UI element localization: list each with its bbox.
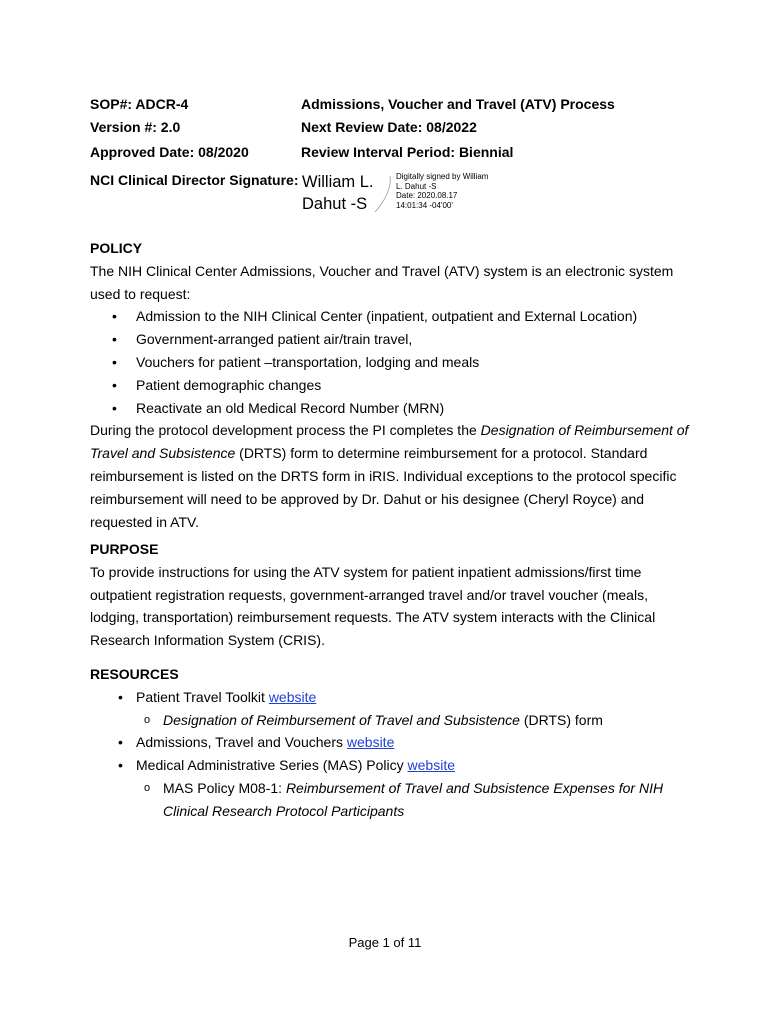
- purpose-heading: PURPOSE: [90, 541, 159, 557]
- signature-details: Digitally signed by William L. Dahut -S Date: 2020.08.17 14:01:34 -04'00': [396, 172, 489, 210]
- mas-policy-italic: Reimbursement of Travel and Subsistence Expenses for NIH Clinical Research Protocol Participants: [163, 779, 664, 819]
- list-item: [90, 754, 690, 777]
- version-number: Version #: 2.0: [90, 119, 181, 135]
- toolkit-website-link[interactable]: website: [268, 688, 317, 705]
- list-item: • Admission to the NIH Clinical Center (inpatient, outpatient and External Location): [90, 305, 690, 328]
- resources-section: [90, 663, 690, 823]
- atv-website-link[interactable]: website: [346, 734, 395, 751]
- list-item: • Patient demographic changes: [90, 374, 690, 397]
- signature-label: NCI Clinical Director Signature:: [90, 172, 299, 188]
- list-item: • Government-arranged patient air/train travel,: [90, 328, 690, 351]
- policy-list: [90, 305, 690, 419]
- policy-paragraph-2: [90, 419, 690, 533]
- resources-heading: RESOURCES: [90, 666, 179, 682]
- resources-sublist-2: [90, 777, 690, 823]
- signature-name-line1: William L.: [302, 173, 374, 191]
- resources-sublist: [90, 709, 690, 732]
- document-title: Admissions, Voucher and Travel (ATV) Process: [301, 96, 615, 112]
- resource-mas-label: Medical Administrative Series (MAS) Policy: [136, 757, 408, 774]
- sop-number: SOP#: ADCR-4: [90, 96, 189, 112]
- list-item: [90, 686, 690, 709]
- resource-atv-label: Admissions, Travel and Vouchers: [136, 734, 347, 751]
- mas-policy-start: MAS Policy M08-1:: [163, 779, 286, 796]
- resource-toolkit-label: Patient Travel Toolkit: [136, 688, 269, 705]
- list-item: • Vouchers for patient –transportation, lodging and meals: [90, 351, 690, 374]
- list-item: [90, 709, 690, 732]
- policy-intro: The NIH Clinical Center Admissions, Voucher and Travel (ATV) system is an electronic system used to request:: [90, 262, 674, 302]
- drts-form-rest: (DRTS) form: [519, 711, 603, 728]
- resources-list: [90, 686, 690, 709]
- policy-heading: POLICY: [90, 240, 143, 256]
- page-number: Page 1 of 11: [348, 935, 422, 950]
- signature-stroke-icon: [372, 174, 394, 214]
- signature-name-line2: Dahut -S: [302, 195, 368, 213]
- list-item: [90, 777, 690, 823]
- list-item: [90, 731, 690, 754]
- policy-p2-end: (DRTS) form to determine reimbursement for a protocol. Standard reimbursement is listed on the DRTS form in iRIS. Individual exceptions to the protocol specific reimbursement will need to be approved by Dr. Dahut or his designee (Cheryl Royce) and requested in ATV.: [90, 445, 677, 530]
- resources-list-2: [90, 731, 690, 777]
- drts-form-italic: Designation of Reimbursement of Travel and Subsistence: [163, 711, 520, 728]
- policy-p2-italic: Designation of Reimbursement of Travel and Subsistence: [90, 422, 689, 462]
- policy-p2-start: During the protocol development process the PI completes the: [90, 422, 481, 439]
- next-review-date: Next Review Date: 08/2022: [301, 119, 477, 135]
- purpose-section: [90, 538, 690, 652]
- list-item: • Reactivate an old Medical Record Number (MRN): [90, 397, 690, 420]
- purpose-text: To provide instructions for using the ATV system for patient inpatient admissions/first time outpatient registration requests, government-arranged travel and/or travel voucher (meals, lodging, transportation) reimbursement requests. The ATV system interacts with the Clinical Research Information System (CRIS).: [90, 563, 656, 649]
- approved-date: Approved Date: 08/2020: [90, 144, 249, 160]
- review-interval: Review Interval Period: Biennial: [301, 144, 514, 160]
- mas-website-link[interactable]: website: [407, 757, 455, 774]
- policy-section: [90, 237, 690, 533]
